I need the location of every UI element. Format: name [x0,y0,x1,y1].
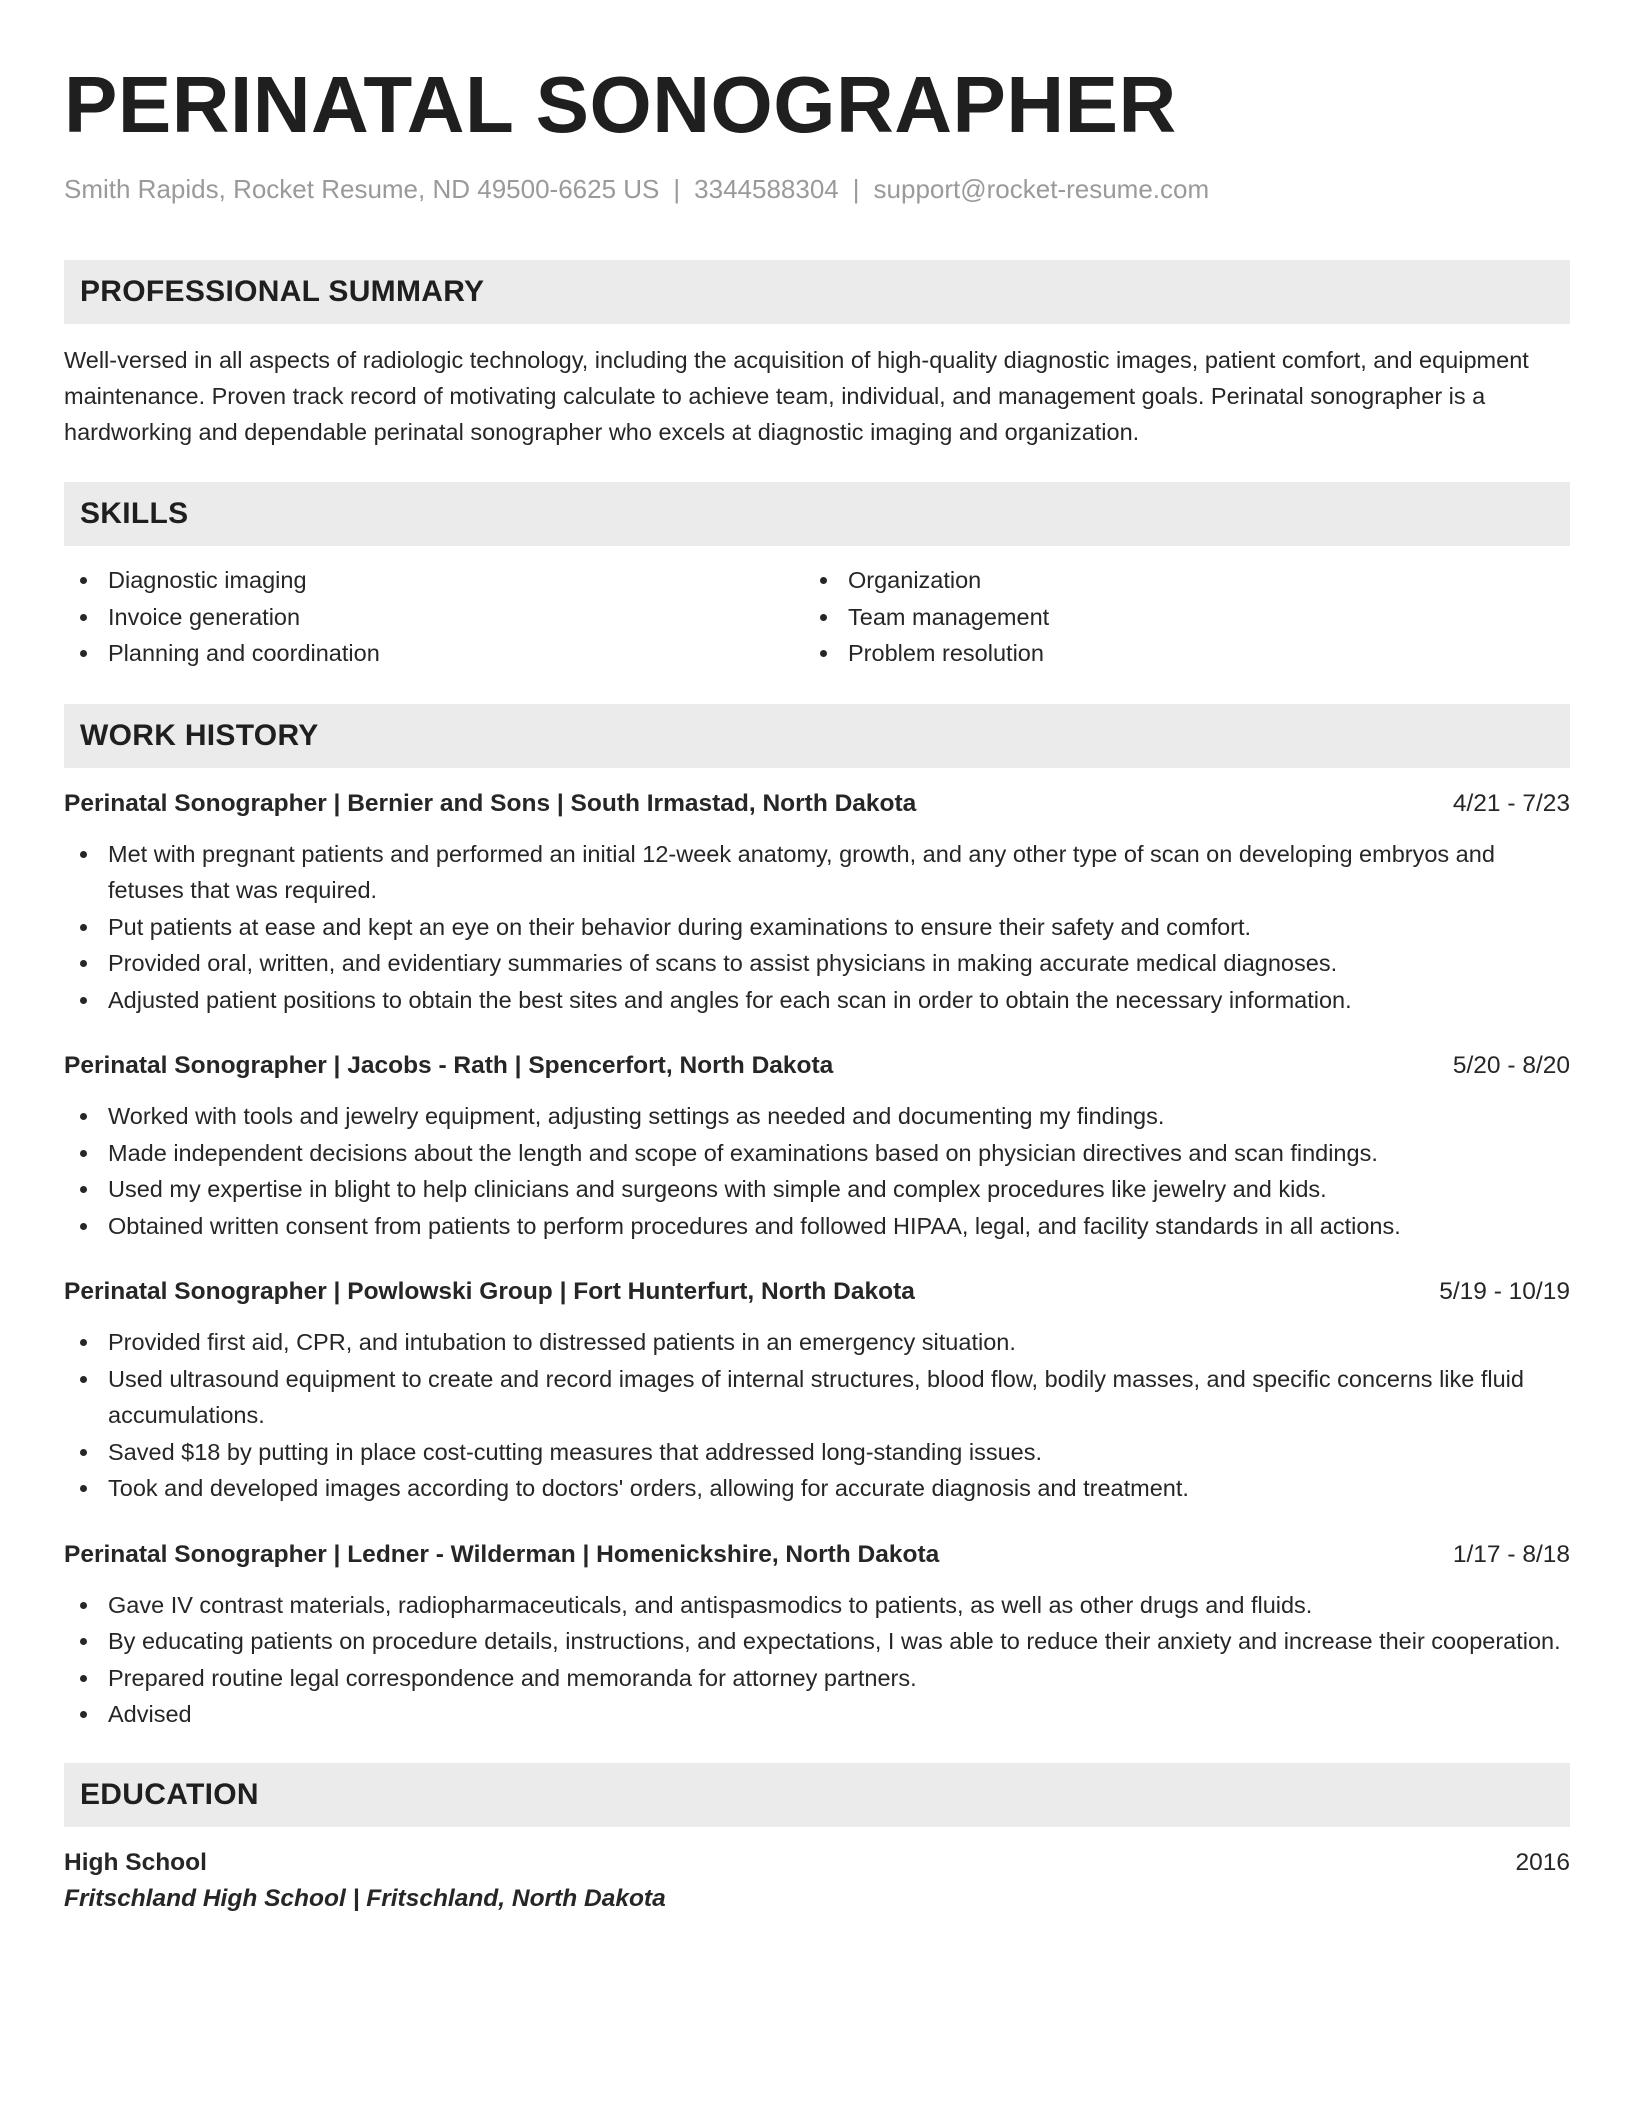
job-entry [64,1048,1570,1244]
education-school: Fritschland High School | Fritschland, North Dakota [64,1884,666,1912]
summary-text: Well-versed in all aspects of radiologic technology, including the acquisition of high-quality diagnostic images, patient comfort, and equipment maintenance. Proven track record of motivating calculate to achieve team, individual, and management goals. Perinatal sonographer is a hardworking and dependable perinatal sonographer who excels at diagnostic imaging and organization. [64,347,1529,445]
job-bullet: Adjusted patient positions to obtain the best sites and angles for each scan in order to obtain the necessary information. [64,982,1570,1019]
job-bullet: Obtained written consent from patients to perform procedures and followed HIPAA, legal, and facility standards in all actions. [64,1208,1570,1245]
job-bullet: Provided oral, written, and evidentiary summaries of scans to assist physicians in making accurate medical diagnoses. [64,945,1570,982]
job-bullet: Prepared routine legal correspondence and memoranda for attorney partners. [64,1660,1570,1697]
job-title: Perinatal Sonographer | Jacobs - Rath | Spencerfort, North Dakota [64,1052,834,1079]
job-bullet: Took and developed images according to doctors' orders, allowing for accurate diagnosis and treatment. [64,1470,1570,1507]
job-dates: 4/21 - 7/23 [1452,789,1570,817]
job-bullets [64,836,1570,1019]
section-header-work-history: WORK HISTORY [64,704,1570,768]
contact-separator: | [852,174,860,204]
job-dates: 1/17 - 8/18 [1452,1540,1570,1568]
skill-item: Organization [804,562,1544,599]
job-bullet: Saved $18 by putting in place cost-cutting measures that addressed long-standing issues. [64,1434,1570,1471]
skill-item: Planning and coordination [64,635,804,672]
skill-item: Team management [804,599,1544,636]
job-bullet: Used my expertise in blight to help clinicians and surgeons with simple and complex procedures like jewelry and kids. [64,1171,1570,1208]
job-bullet: Worked with tools and jewelry equipment, adjusting settings as needed and documenting my findings. [64,1098,1570,1135]
section-header-education: EDUCATION [64,1763,1570,1827]
job-dates: 5/19 - 10/19 [1439,1278,1570,1305]
job-bullet: Met with pregnant patients and performed an initial 12-week anatomy, growth, and any other type of scan on developing embryos and fetuses that was required. [64,836,1570,909]
job-heading-row [64,1537,1570,1573]
job-bullets [64,1324,1570,1507]
job-title: Perinatal Sonographer | Bernier and Sons | South Irmastad, North Dakota [64,789,917,817]
contact-line [64,172,1570,206]
job-entry [64,1274,1570,1507]
job-bullets [64,1587,1570,1733]
job-heading-row [64,786,1570,822]
job-entry [64,1537,1570,1733]
education-degree: High School [64,1848,207,1876]
skill-item: Diagnostic imaging [64,562,804,599]
contact-address: Smith Rapids, Rocket Resume, ND 49500-6625 US [64,174,660,204]
contact-separator: | [673,174,681,204]
job-heading-row [64,1274,1570,1310]
education-heading-row [64,1845,1570,1881]
job-bullet: Gave IV contrast materials, radiopharmaceuticals, and antispasmodics to patients, as well as other drugs and fluids. [64,1587,1570,1624]
skills-column-right [804,562,1544,672]
education-entry [64,1845,1570,1917]
job-title: Perinatal Sonographer | Ledner - Wilderman | Homenickshire, North Dakota [64,1540,940,1568]
job-heading-row [64,1048,1570,1084]
job-bullets [64,1098,1570,1244]
education-year: 2016 [1515,1848,1570,1876]
section-header-summary: PROFESSIONAL SUMMARY [64,260,1570,324]
job-bullet: Provided first aid, CPR, and intubation to distressed patients in an emergency situation. [64,1324,1570,1361]
job-bullet: By educating patients on procedure details, instructions, and expectations, I was able to reduce their anxiety and increase their cooperation. [64,1623,1570,1660]
job-title: Perinatal Sonographer | Powlowski Group | Fort Hunterfurt, North Dakota [64,1278,915,1305]
section-header-skills: SKILLS [64,482,1570,546]
skill-item: Problem resolution [804,635,1544,672]
contact-email: support@rocket-resume.com [873,174,1210,204]
skill-item: Invoice generation [64,599,804,636]
job-bullet: Put patients at ease and kept an eye on their behavior during examinations to ensure their safety and comfort. [64,909,1570,946]
job-entry [64,786,1570,1019]
job-bullet: Used ultrasound equipment to create and record images of internal structures, blood flow, bodily masses, and specific concerns like fluid accumulations. [64,1361,1570,1434]
candidate-name: PERINATAL SONOGRAPHER [64,60,1177,149]
skills-grid [64,562,1570,672]
job-bullet: Made independent decisions about the length and scope of examinations based on physician directives and scan findings. [64,1135,1570,1172]
contact-phone: 3344588304 [694,174,839,204]
job-bullet: Advised [64,1696,1570,1733]
skills-column-left [64,562,804,672]
job-dates: 5/20 - 8/20 [1452,1052,1570,1079]
